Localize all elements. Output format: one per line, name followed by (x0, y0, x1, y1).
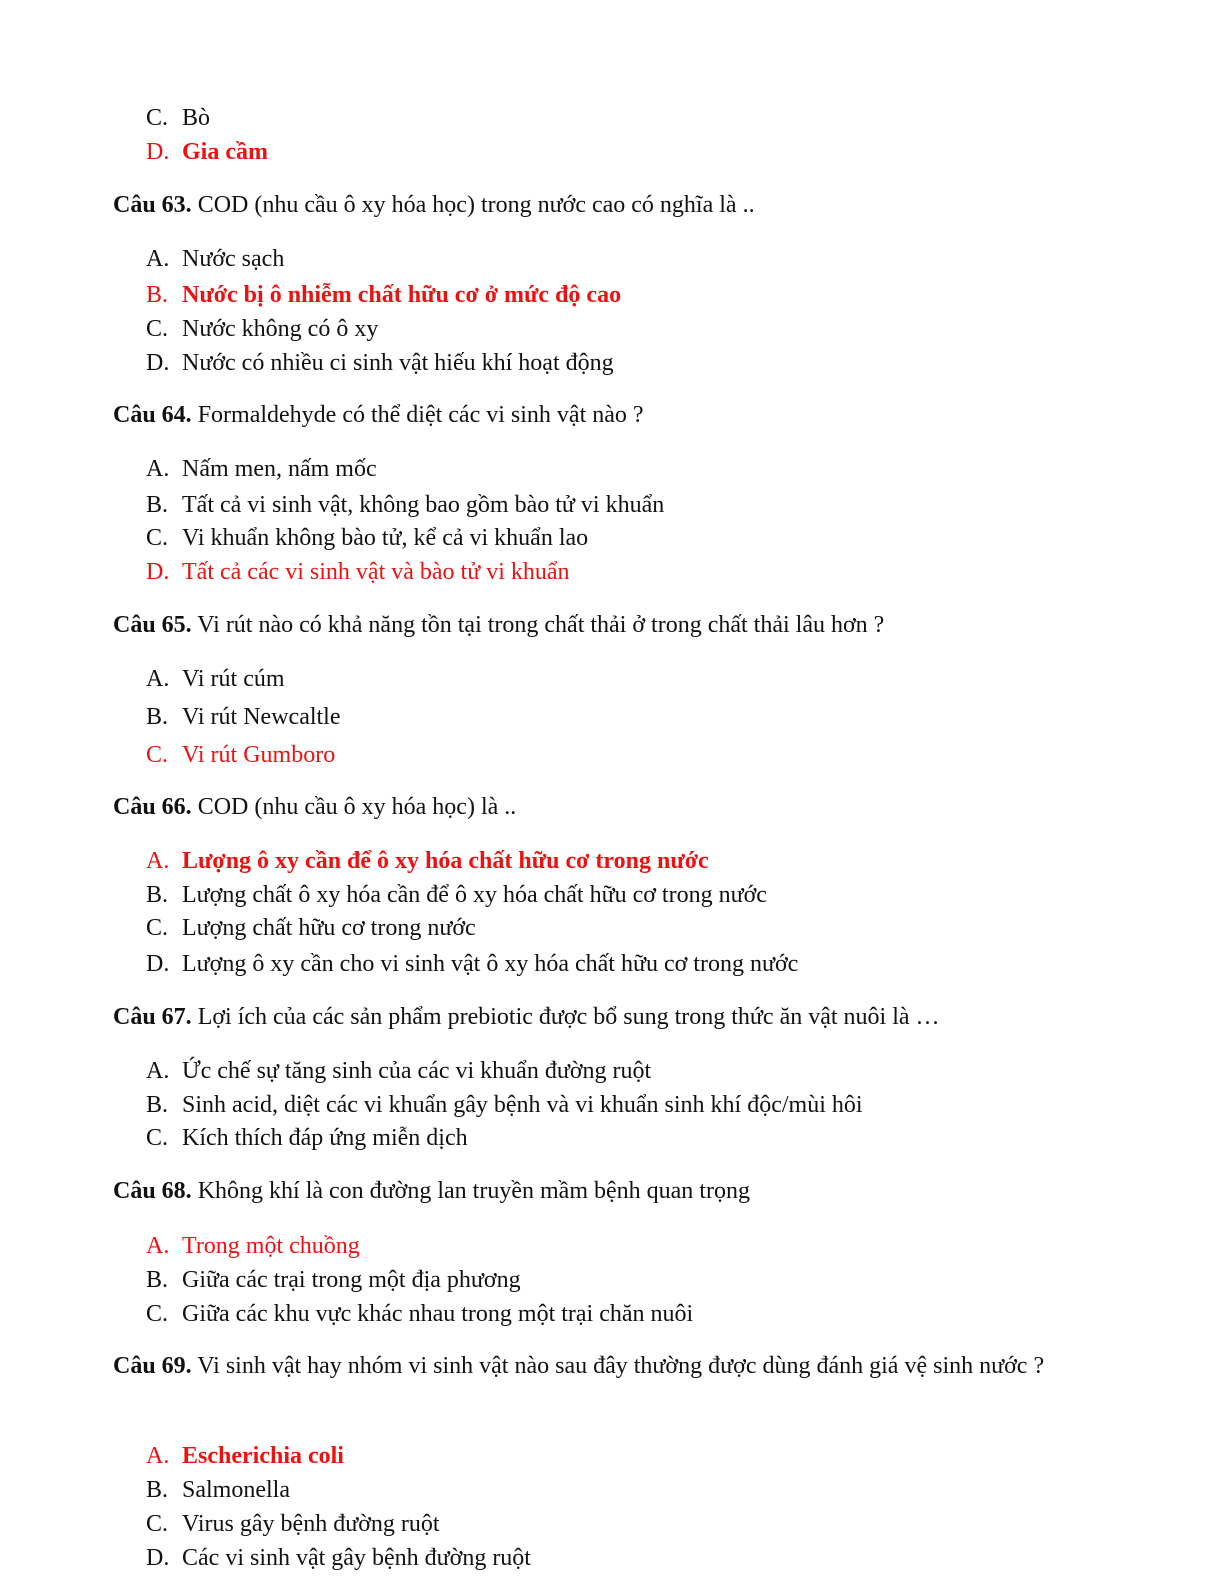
answer-option (146, 1056, 651, 1086)
option-text: Lượng ô xy cần để ô xy hóa chất hữu cơ trong nước (182, 848, 709, 874)
answer-option (146, 880, 767, 910)
answer-option (146, 1265, 521, 1295)
answer-option-correct (146, 846, 709, 876)
option-letter: B. (146, 282, 169, 308)
answer-option (146, 1475, 290, 1505)
question-number: Câu 68. (113, 1178, 192, 1204)
answer-option (146, 103, 210, 133)
option-text: Lượng chất hữu cơ trong nước (182, 915, 476, 941)
answer-option (146, 1090, 863, 1120)
option-text: Giữa các trại trong một địa phương (182, 1267, 521, 1293)
option-text: Các vi sinh vật gây bệnh đường ruột (182, 1545, 531, 1571)
option-letter: B. (146, 704, 169, 730)
option-text: Nấm men, nấm mốc (182, 456, 377, 482)
option-letter: B. (146, 1477, 169, 1503)
question (113, 608, 1073, 642)
question (113, 1000, 1073, 1034)
question (113, 398, 1073, 432)
option-letter: A. (146, 456, 170, 482)
answer-option-correct (146, 137, 268, 167)
option-text: Vi rút Newcaltle (182, 704, 341, 730)
question (113, 1174, 1073, 1208)
answer-option (146, 949, 798, 979)
answer-option (146, 702, 341, 732)
option-text: Nước sạch (182, 246, 285, 272)
option-text: Giữa các khu vực khác nhau trong một trại chăn nuôi (182, 1301, 694, 1327)
option-text: Nước bị ô nhiễm chất hữu cơ ở mức độ cao (182, 282, 622, 308)
option-text: Lượng chất ô xy hóa cần để ô xy hóa chất hữu cơ trong nước (182, 882, 767, 908)
option-letter: B. (146, 882, 169, 908)
question-number: Câu 66. (113, 794, 192, 820)
question-number: Câu 63. (113, 192, 192, 218)
option-letter: C. (146, 525, 169, 551)
answer-option-correct (146, 280, 621, 310)
question-text: COD (nhu cầu ô xy hóa học) là .. (191, 794, 517, 820)
option-text: Kích thích đáp ứng miễn dịch (182, 1125, 468, 1151)
answer-option (146, 1543, 531, 1573)
option-text: Nước không có ô xy (182, 316, 379, 342)
question (113, 1349, 1073, 1383)
option-letter: C. (146, 105, 169, 131)
option-text: Tất cả các vi sinh vật và bào tử vi khuẩn (182, 559, 570, 585)
option-letter: D. (146, 139, 170, 165)
option-letter: C. (146, 1511, 169, 1537)
option-text: Escherichia coli (182, 1443, 344, 1469)
question-number: Câu 69. (113, 1353, 192, 1379)
option-letter: A. (146, 848, 170, 874)
option-text: Vi khuẩn không bào tử, kể cả vi khuẩn lao (182, 525, 589, 551)
option-text: Vi rút Gumboro (182, 742, 336, 768)
answer-option-correct (146, 1231, 360, 1261)
option-letter: A. (146, 246, 170, 272)
option-text: Vi rút cúm (182, 666, 285, 692)
option-text: Gia cầm (182, 139, 268, 165)
question-text: Lợi ích của các sản phẩm prebiotic được bổ sung trong thức ăn vật nuôi là … (191, 1004, 940, 1030)
question (113, 188, 1073, 222)
answer-option (146, 348, 614, 378)
option-text: Bò (182, 105, 211, 131)
question-number: Câu 65. (113, 612, 192, 638)
option-letter: A. (146, 1443, 170, 1469)
option-text: Lượng ô xy cần cho vi sinh vật ô xy hóa chất hữu cơ trong nước (182, 951, 799, 977)
question-text: Formaldehyde có thể diệt các vi sinh vật nào ? (191, 402, 644, 428)
option-letter: D. (146, 1545, 170, 1571)
question-text: Vi rút nào có khả năng tồn tại trong chất thải ở trong chất thải lâu hơn ? (191, 612, 885, 638)
question (113, 790, 1073, 824)
answer-option (146, 1299, 693, 1329)
option-letter: A. (146, 1233, 170, 1259)
answer-option-correct (146, 740, 335, 770)
answer-option (146, 454, 377, 484)
option-text: Nước có nhiều ci sinh vật hiếu khí hoạt động (182, 350, 614, 376)
answer-option (146, 490, 664, 520)
answer-option (146, 523, 588, 553)
option-text: Salmonella (182, 1477, 290, 1503)
option-letter: C. (146, 316, 169, 342)
option-text: Trong một chuồng (182, 1233, 360, 1259)
question-text: Không khí là con đường lan truyền mầm bệnh quan trọng (191, 1178, 750, 1204)
option-letter: B. (146, 492, 169, 518)
option-letter: D. (146, 951, 170, 977)
option-letter: C. (146, 1125, 169, 1151)
option-letter: C. (146, 1301, 169, 1327)
question-number: Câu 64. (113, 402, 192, 428)
question-number: Câu 67. (113, 1004, 192, 1030)
option-text: Virus gây bệnh đường ruột (182, 1511, 440, 1537)
answer-option (146, 664, 285, 694)
answer-option (146, 314, 378, 344)
option-letter: A. (146, 1058, 170, 1084)
option-letter: D. (146, 559, 170, 585)
option-letter: B. (146, 1092, 169, 1118)
answer-option (146, 1123, 468, 1153)
option-text: Ức chế sự tăng sinh của các vi khuẩn đường ruột (182, 1058, 652, 1084)
answer-option-correct (146, 1441, 344, 1471)
option-text: Tất cả vi sinh vật, không bao gồm bào tử vi khuẩn (182, 492, 665, 518)
question-text: Vi sinh vật hay nhóm vi sinh vật nào sau đây thường được dùng đánh giá vệ sinh nước ? (191, 1353, 1045, 1379)
answer-option-correct (146, 557, 570, 587)
question-text: COD (nhu cầu ô xy hóa học) trong nước cao có nghĩa là .. (191, 192, 755, 218)
option-letter: A. (146, 666, 170, 692)
answer-option (146, 913, 476, 943)
answer-option (146, 244, 284, 274)
answer-option (146, 1509, 440, 1539)
option-text: Sinh acid, diệt các vi khuẩn gây bệnh và vi khuẩn sinh khí độc/mùi hôi (182, 1092, 863, 1118)
option-letter: C. (146, 915, 169, 941)
option-letter: C. (146, 742, 169, 768)
option-letter: B. (146, 1267, 169, 1293)
option-letter: D. (146, 350, 170, 376)
